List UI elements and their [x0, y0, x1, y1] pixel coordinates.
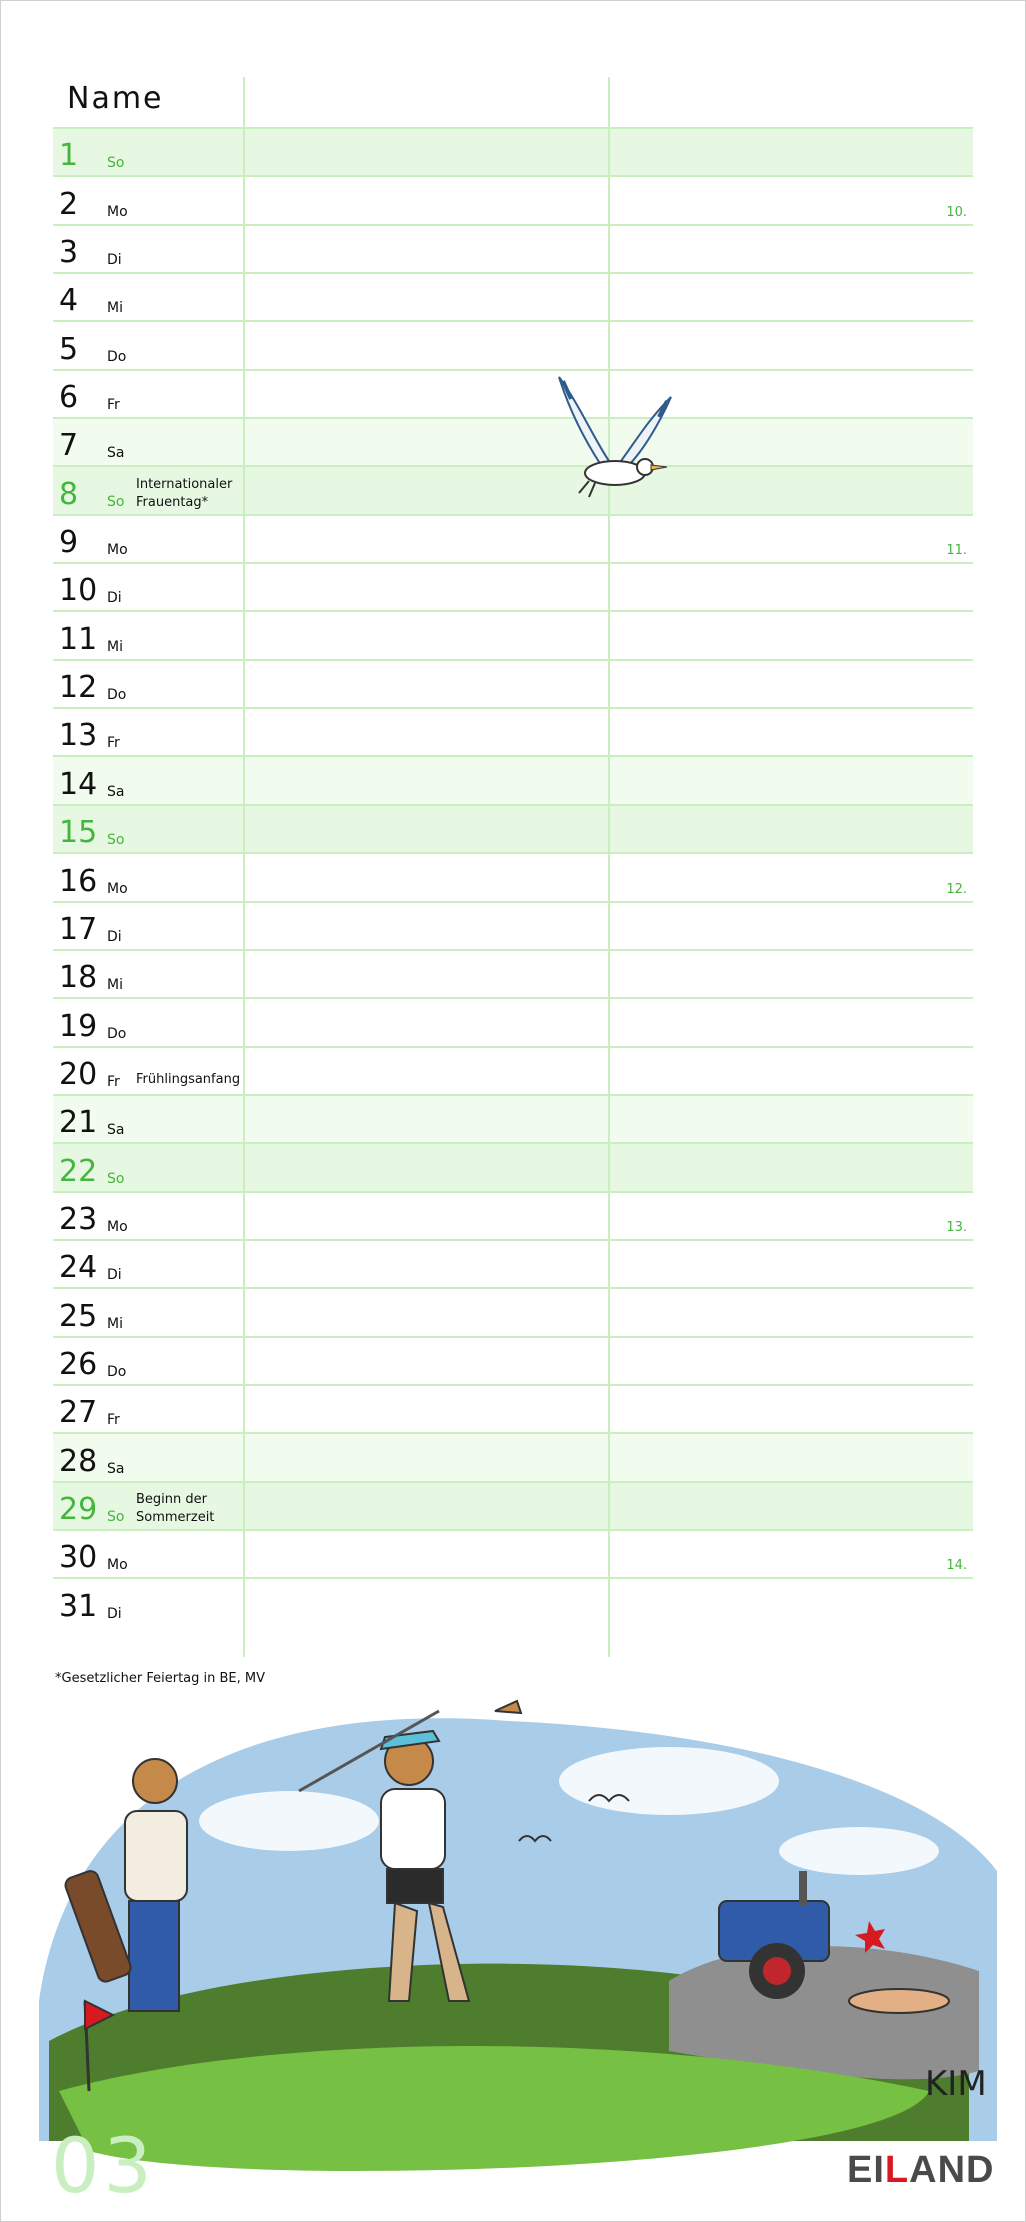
week-number: 10. — [946, 204, 967, 220]
day-number: 16 — [59, 863, 98, 899]
weekday-label: Sa — [107, 783, 125, 800]
weekday-label: Mo — [107, 1218, 128, 1235]
day-number: 30 — [59, 1540, 98, 1576]
day-number: 24 — [59, 1250, 98, 1286]
day-row[interactable] — [53, 465, 973, 513]
day-number: 19 — [59, 1008, 98, 1044]
day-number: 5 — [59, 331, 79, 367]
day-number: 26 — [59, 1346, 98, 1382]
day-row[interactable] — [53, 1094, 973, 1142]
weekday-label: Mi — [107, 1315, 123, 1332]
weekday-label: So — [107, 493, 125, 510]
day-number: 17 — [59, 911, 98, 947]
day-row[interactable] — [53, 175, 973, 223]
day-row[interactable] — [53, 707, 973, 755]
day-number: 12 — [59, 670, 98, 706]
weekday-label: Sa — [107, 445, 125, 462]
weekday-label: Do — [107, 687, 127, 704]
weekday-label: Mo — [107, 1557, 128, 1574]
day-row[interactable] — [53, 1577, 973, 1625]
day-number: 22 — [59, 1153, 98, 1189]
publisher-logo: EILAND — [847, 2149, 995, 2191]
day-number: 8 — [59, 476, 79, 512]
day-row[interactable] — [53, 417, 973, 465]
illustrator-signature: KIM — [925, 2064, 987, 2104]
weekday-label: Fr — [107, 735, 120, 752]
day-row[interactable] — [53, 804, 973, 852]
day-row[interactable] — [53, 224, 973, 272]
day-row[interactable] — [53, 1432, 973, 1480]
weekday-label: Fr — [107, 1412, 120, 1429]
day-number: 18 — [59, 960, 98, 996]
weekday-label: So — [107, 832, 125, 849]
day-number: 2 — [59, 186, 79, 222]
header-row — [53, 77, 973, 127]
weekday-label: Mi — [107, 300, 123, 317]
day-number: 10 — [59, 573, 98, 609]
name-column-header: Name — [67, 81, 164, 116]
weekday-label: Mo — [107, 542, 128, 559]
weekday-label: So — [107, 1170, 125, 1187]
day-number: 1 — [59, 138, 79, 174]
weekday-label: Mi — [107, 977, 123, 994]
golf-cartoon-illustration — [29, 1671, 1005, 2191]
weekday-label: Di — [107, 252, 122, 269]
day-row[interactable] — [53, 320, 973, 368]
day-number: 20 — [59, 1056, 98, 1092]
day-row[interactable] — [53, 1336, 973, 1384]
weekday-label: So — [107, 155, 125, 172]
day-number: 9 — [59, 525, 79, 561]
day-row[interactable] — [53, 369, 973, 417]
seagull-illustration — [549, 369, 681, 529]
day-number: 15 — [59, 815, 98, 851]
day-row[interactable] — [53, 562, 973, 610]
day-row[interactable] — [53, 610, 973, 658]
holiday-note: Beginn der Sommerzeit — [136, 1491, 215, 1525]
day-row[interactable] — [53, 852, 973, 900]
holiday-note: Internationaler Frauentag* — [136, 476, 233, 510]
holiday-note: Frühlingsanfang — [136, 1071, 241, 1087]
week-number: 11. — [946, 543, 967, 559]
day-row[interactable] — [53, 1529, 973, 1577]
day-row[interactable] — [53, 755, 973, 803]
day-number: 28 — [59, 1443, 98, 1479]
day-number: 13 — [59, 718, 98, 754]
weekday-label: Do — [107, 1363, 127, 1380]
day-number: 4 — [59, 283, 79, 319]
day-row[interactable] — [53, 1191, 973, 1239]
weekday-label: Di — [107, 1605, 122, 1622]
holiday-footnote: *Gesetzlicher Feiertag in BE, MV — [55, 1671, 266, 1686]
day-number: 25 — [59, 1298, 98, 1334]
day-number: 6 — [59, 380, 79, 416]
day-number: 23 — [59, 1201, 98, 1237]
day-row[interactable] — [53, 1287, 973, 1335]
day-number: 27 — [59, 1395, 98, 1431]
weekday-label: Di — [107, 1267, 122, 1284]
calendar-grid — [53, 77, 973, 1626]
day-row[interactable] — [53, 1239, 973, 1287]
week-number: 13. — [946, 1219, 967, 1235]
weekday-label: Fr — [107, 1073, 120, 1090]
month-number: 03 — [51, 2121, 156, 2210]
day-row[interactable] — [53, 514, 973, 562]
day-row[interactable] — [53, 997, 973, 1045]
weekday-label: Mi — [107, 638, 123, 655]
day-number: 31 — [59, 1588, 98, 1624]
weekday-label: So — [107, 1508, 125, 1525]
column-divider-2 — [608, 77, 610, 1657]
day-number: 21 — [59, 1105, 98, 1141]
day-number: 3 — [59, 235, 79, 271]
weekday-label: Sa — [107, 1122, 125, 1139]
day-row[interactable] — [53, 1142, 973, 1190]
weekday-label: Do — [107, 348, 127, 365]
day-row[interactable] — [53, 272, 973, 320]
day-row[interactable] — [53, 127, 973, 175]
day-number: 29 — [59, 1491, 98, 1527]
weekday-label: Fr — [107, 397, 120, 414]
day-row[interactable] — [53, 949, 973, 997]
week-number: 12. — [946, 881, 967, 897]
day-row[interactable] — [53, 1481, 973, 1529]
day-row[interactable] — [53, 1046, 973, 1094]
weekday-label: Do — [107, 1025, 127, 1042]
column-divider-1 — [243, 77, 245, 1657]
weekday-label: Di — [107, 590, 122, 607]
weekday-label: Di — [107, 928, 122, 945]
weekday-label: Sa — [107, 1460, 125, 1477]
day-number: 7 — [59, 428, 79, 464]
day-row[interactable] — [53, 1384, 973, 1432]
day-number: 11 — [59, 621, 98, 657]
day-row[interactable] — [53, 901, 973, 949]
day-number: 14 — [59, 766, 98, 802]
weekday-label: Mo — [107, 880, 128, 897]
week-number: 14. — [946, 1558, 967, 1574]
day-row[interactable] — [53, 659, 973, 707]
weekday-label: Mo — [107, 203, 128, 220]
day-rows — [53, 127, 973, 1626]
